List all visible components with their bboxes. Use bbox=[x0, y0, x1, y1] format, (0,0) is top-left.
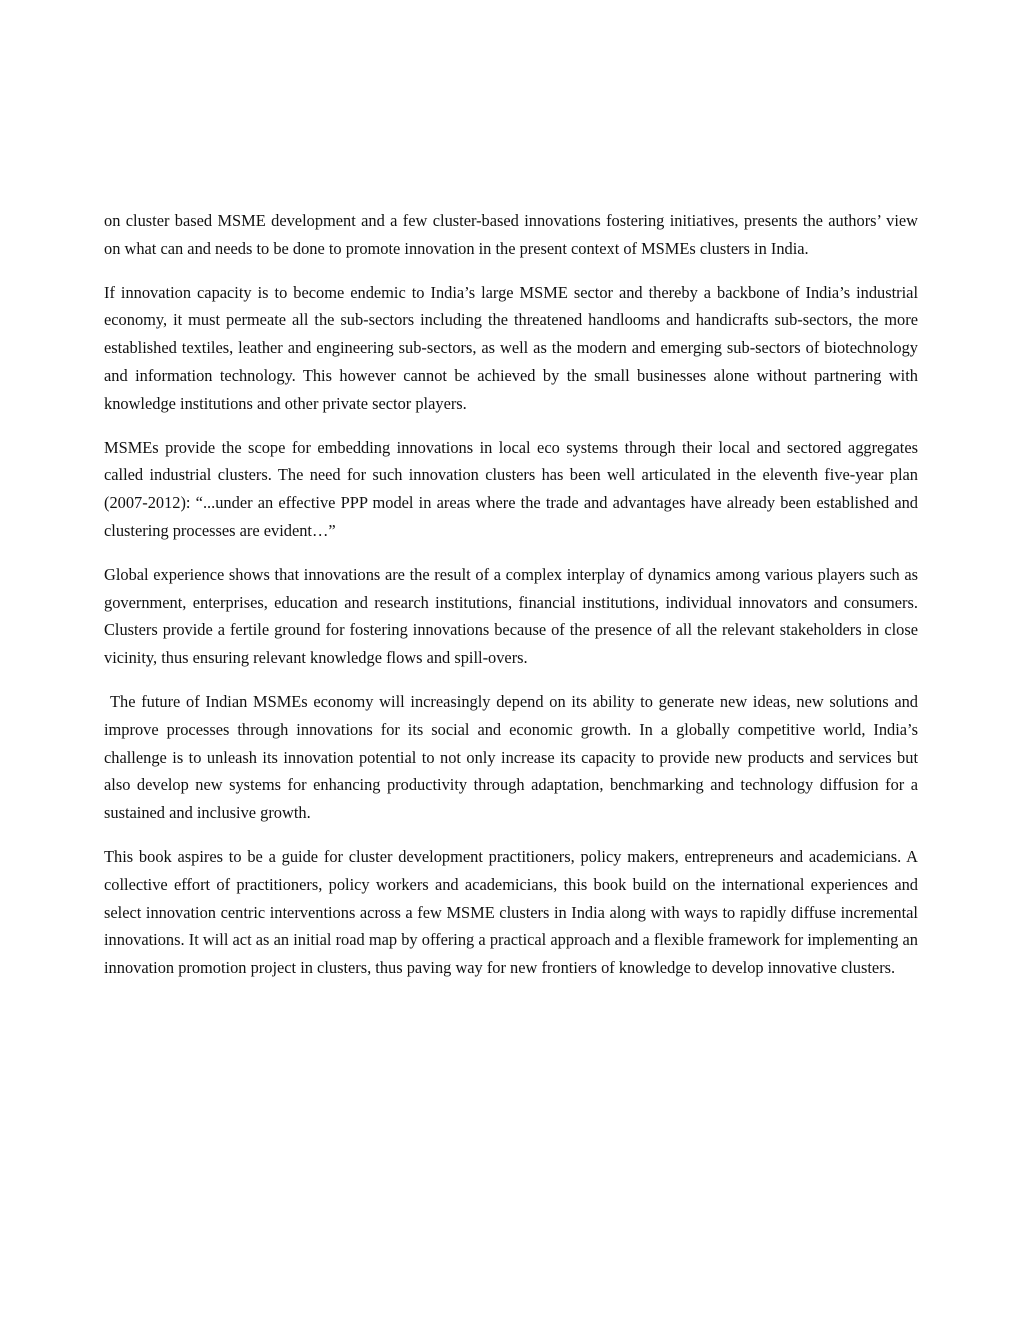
paragraph-1: on cluster based MSME development and a few cluster-based innovations fostering initiatives, presents the authors’ view on what can and needs to be done to promote innovation in the present context of MSMEs clusters in India. bbox=[104, 211, 918, 258]
paragraph-5: The future of Indian MSMEs economy will increasingly depend on its ability to generate new ideas, new solutions and improve processes through innovations for its social and economic growth. In a globally competitive world, India’s challenge is to unleash its innovation potential to not only increase its capacity to provide new products and services but also develop new systems for enhancing productivity through adaptation, benchmarking and technology diffusion for a sustained and inclusive growth. bbox=[104, 691, 918, 823]
paragraph-6: This book aspires to be a guide for cluster development practitioners, policy makers, entrepreneurs and academicians. A collective effort of practitioners, policy workers and academicians, this book build on the international experiences and select innovation centric interventions across a few MSME clusters in India along with ways to rapidly diffuse incremental innovations. It will act as an initial road map by offering a practical approach and a flexible framework for implementing an innovation promotion project in clusters, thus paving way for new frontiers of knowledge to develop innovative clusters. bbox=[104, 846, 918, 978]
paragraph-4: Global experience shows that innovations are the result of a complex interplay of dynamics among various players such as government, enterprises, education and research institutions, financial institutions, individual innovators and consumers. Clusters provide a fertile ground for fostering innovations because of the presence of all the relevant stakeholders in close vicinity, thus ensuring relevant knowledge flows and spill-overs. bbox=[104, 564, 918, 668]
paragraph-3: MSMEs provide the scope for embedding innovations in local eco systems through their local and sectored aggregates called industrial clusters. The need for such innovation clusters has been well articulated in the eleventh five-year plan (2007-2012): “...under an effective PPP model in areas where the trade and advantages have already been established and clustering processes are evident…” bbox=[104, 437, 918, 540]
document-page bbox=[104, 207, 918, 998]
paragraph-2: If innovation capacity is to become endemic to India’s large MSME sector and thereby a backbone of India’s industrial economy, it must permeate all the sub-sectors including the threatened handlooms and handicrafts sub-sectors, the more established textiles, leather and engineering sub-sectors, as well as the modern and emerging sub-sectors of biotechnology and information technology. This however cannot be achieved by the small businesses alone without partnering with knowledge institutions and other private sector players. bbox=[104, 282, 918, 413]
